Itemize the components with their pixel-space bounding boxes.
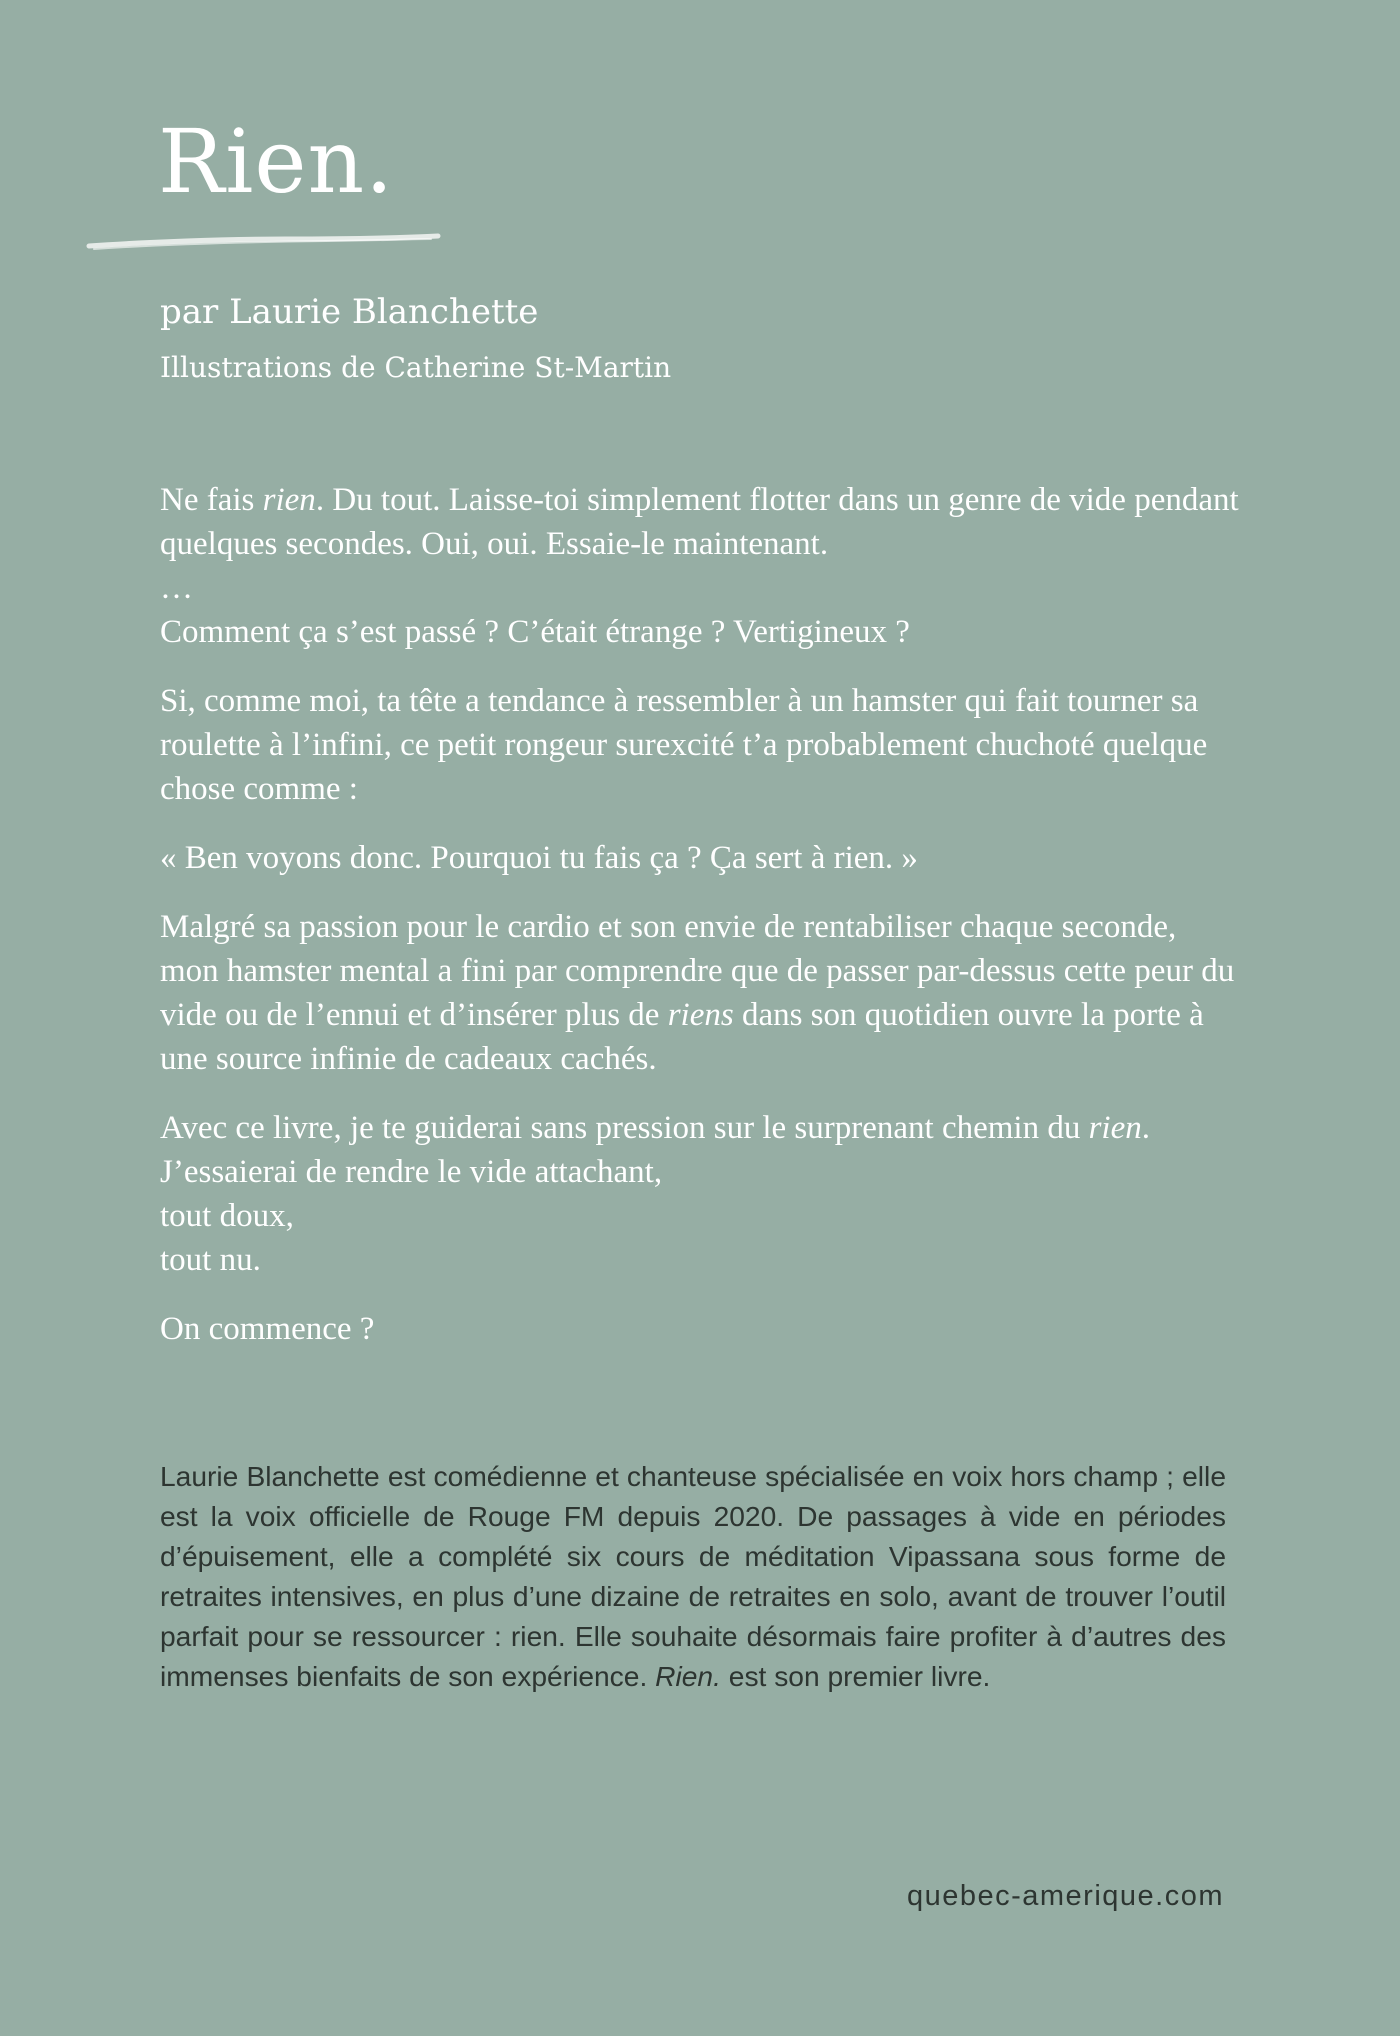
blurb-text: Avec ce livre, je te guiderai sans pression sur le surprenant chemin du: [160, 1110, 1089, 1146]
blurb-line: tout doux,: [160, 1198, 294, 1234]
publisher-website[interactable]: quebec-amerique.com: [906, 1880, 1224, 1912]
blurb-question: Comment ça s’est passé ? C’était étrange ? Vertigineux ?: [160, 614, 910, 650]
blurb-paragraph-1: [160, 478, 1240, 654]
author-bio: [160, 1456, 1226, 1696]
bio-text: Laurie Blanchette est comédienne et chanteuse spécialisée en voix hors champ ; elle est la voix officielle de Rouge FM depuis 2020. De passages à vide en périodes d’épuisement, elle a complété six cours de méditation Vipassana sous forme de retraites intensives, en plus d’une dizaine de retraites en solo, avant de trouver l’outil parfait pour se ressourcer : rien. Elle souhaite désormais faire profiter à d’autres des immenses bienfaits de son expérience.: [160, 1460, 1226, 1692]
blurb-text: Ne fais: [160, 482, 263, 518]
book-title: Rien.: [158, 110, 395, 213]
blurb-ellipsis: …: [160, 570, 193, 606]
blurb-paragraph-6: On commence ?: [160, 1311, 375, 1347]
blurb-paragraph-4: [160, 905, 1240, 1081]
blurb-paragraph-3: « Ben voyons donc. Pourquoi tu fais ça ? Ça sert à rien. »: [160, 840, 918, 876]
blurb-text: . Du tout. Laisse-toi simplement flotter dans un genre de vide pendant quelques secondes. Oui, oui. Essaie-le maintenant.: [160, 482, 1239, 562]
blurb-paragraph-5: [160, 1106, 1240, 1282]
blurb-line: tout nu.: [160, 1242, 261, 1278]
blurb: [160, 478, 1240, 1376]
chalk-underline-decoration: [86, 230, 442, 256]
illustrator-line: Illustrations de Catherine St-Martin: [160, 351, 672, 384]
blurb-emphasis: rien: [1088, 1110, 1142, 1146]
blurb-emphasis: riens: [667, 997, 734, 1033]
blurb-text: dans son quotidien ouvre la porte à une source infinie de cadeaux cachés.: [160, 997, 1204, 1077]
blurb-text: Malgré sa passion pour le cardio et son envie de rentabiliser chaque seconde, mon hamster mental a fini par comprendre que de passer par-dessus cette peur du vide ou de l’ennui et d’insérer plus de: [160, 909, 1235, 1033]
bio-text: est son premier livre.: [720, 1660, 991, 1692]
blurb-text: . J’essaierai de rendre le vide attachant,: [160, 1110, 1150, 1190]
author-line: par Laurie Blanchette: [160, 292, 539, 332]
blurb-emphasis: rien: [262, 482, 316, 518]
bio-emphasis: Rien.: [655, 1660, 721, 1692]
blurb-paragraph-2: Si, comme moi, ta tête a tendance à ressembler à un hamster qui fait tourner sa roulette à l’infini, ce petit rongeur surexcité t’a probablement chuchoté quelque chose comme :: [160, 683, 1208, 807]
